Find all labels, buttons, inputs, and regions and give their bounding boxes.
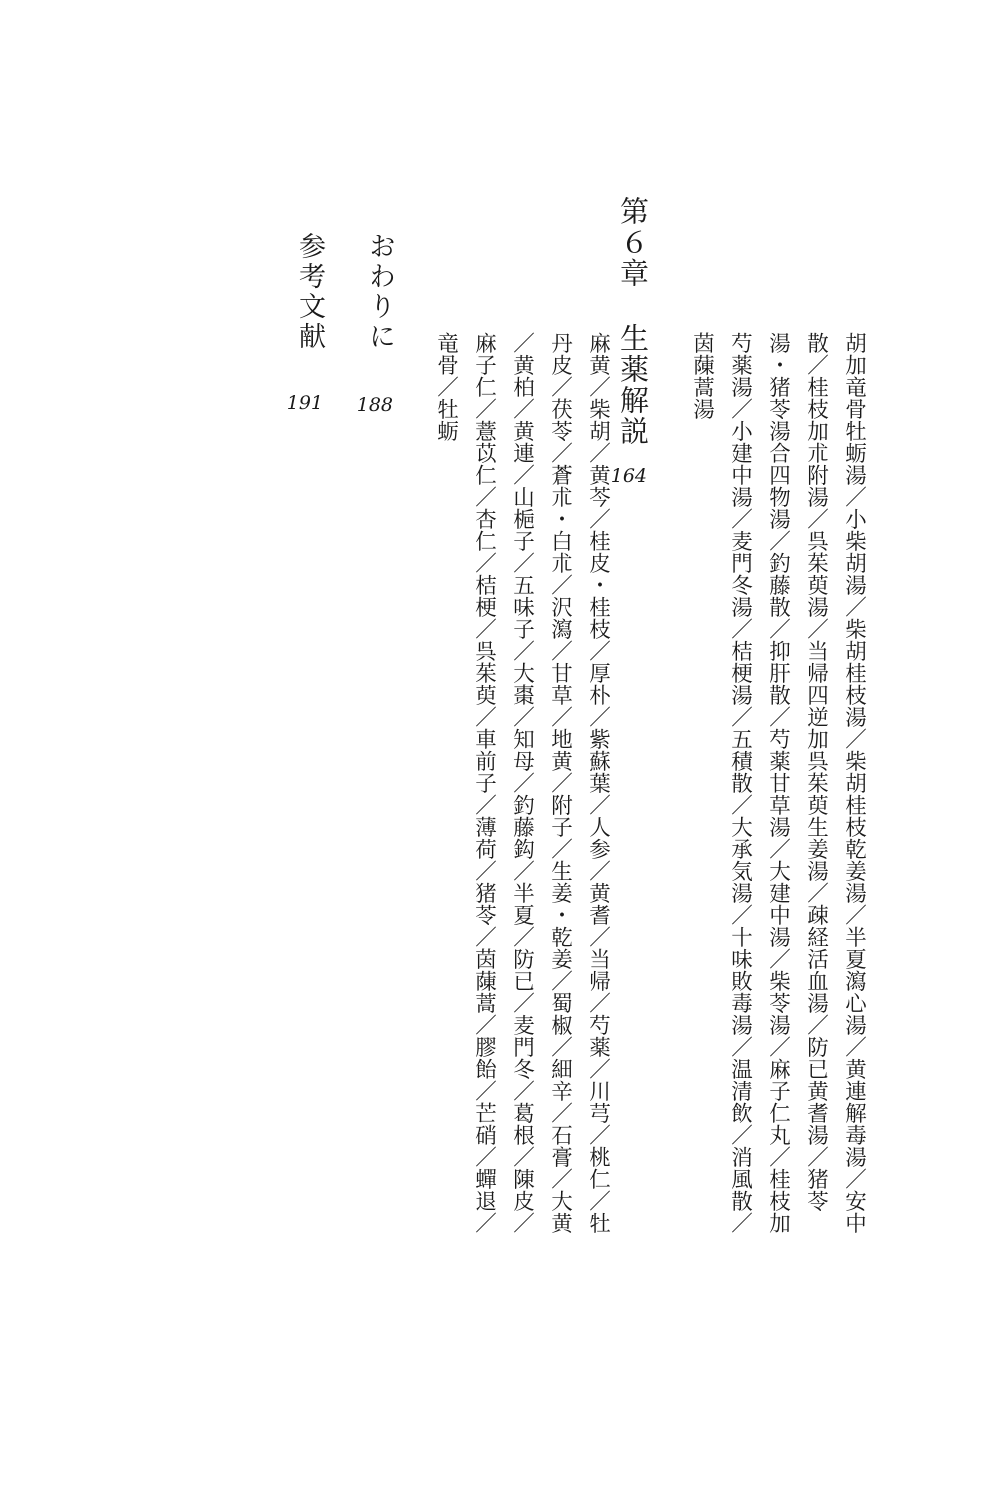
chapter6-line-1: 麻黄／柴胡／黄芩／桂皮・桂枝／厚朴／紫蘇葉／人参／黄耆／当帰／芍薬／川芎／桃仁／牡	[585, 332, 611, 1234]
chapter6-title: 生薬解説	[616, 323, 650, 447]
chapter6-label: 第６章	[616, 196, 650, 289]
chapter6-line-4: 麻子仁／薏苡仁／杏仁／桔梗／呉茱萸／車前子／薄荷／猪苓／茵蔯蒿／膠飴／芒硝／蟬退／	[471, 332, 497, 1234]
owarini-heading[interactable]	[356, 232, 395, 416]
owarini-page-number: 188	[356, 394, 393, 416]
chapter6-page-number: 164	[610, 465, 647, 487]
references-page-number: 191	[286, 392, 323, 414]
toc-prev-line-3: 湯・猪苓湯合四物湯／釣藤散／抑肝散／芍薬甘草湯／大建中湯／柴苓湯／麻子仁丸／桂枝加	[765, 332, 791, 1234]
references-heading[interactable]	[286, 232, 325, 414]
toc-prev-line-2: 散／桂枝加朮附湯／呉茱萸湯／当帰四逆加呉茱萸生姜湯／疎経活血湯／防已黄耆湯／猪苓	[803, 332, 829, 1212]
owarini-title: おわりに	[364, 232, 395, 352]
chapter6-line-5: 竜骨／牡蛎	[433, 332, 459, 442]
toc-prev-line-4: 芍薬湯／小建中湯／麦門冬湯／桔梗湯／五積散／大承気湯／十味敗毒湯／温清飲／消風散／	[727, 332, 753, 1234]
chapter6-line-3: ／黄柏／黄連／山梔子／五味子／大棗／知母／釣藤鈎／半夏／防已／麦門冬／葛根／陳皮／	[509, 332, 535, 1234]
chapter6-line-2: 丹皮／茯苓／蒼朮・白朮／沢瀉／甘草／地黄／附子／生姜・乾姜／蜀椒／細辛／石膏／大黄	[547, 332, 573, 1234]
toc-prev-line-1: 胡加竜骨牡蛎湯／小柴胡湯／柴胡桂枝湯／柴胡桂枝乾姜湯／半夏瀉心湯／黄連解毒湯／安中	[841, 332, 867, 1234]
chapter6-heading[interactable]	[610, 196, 650, 487]
toc-prev-line-5: 茵蔯蒿湯	[689, 332, 715, 420]
references-title: 参考文献	[294, 232, 325, 352]
